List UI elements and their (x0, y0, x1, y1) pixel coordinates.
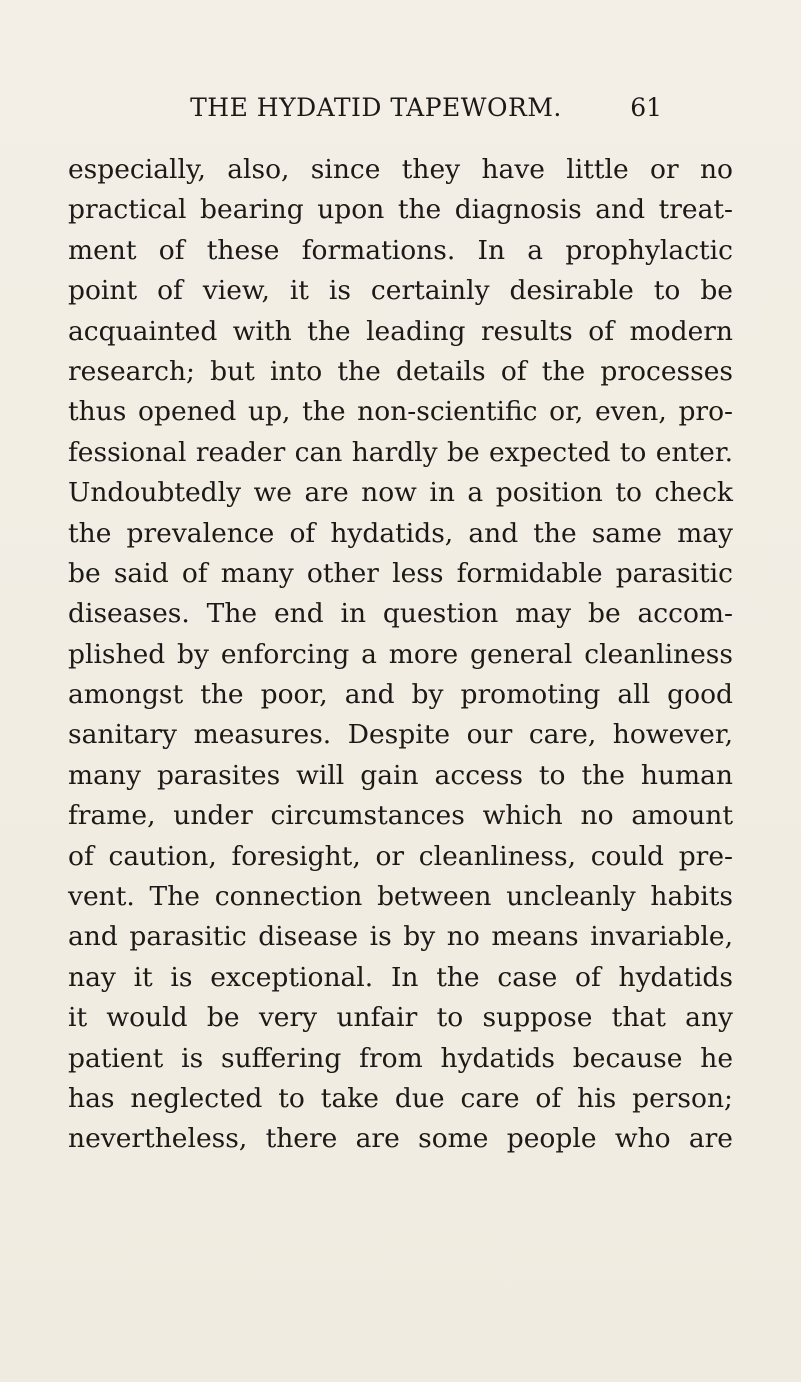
text-line: thus opened up, the non-scientific or, even, pro- (68, 396, 733, 428)
running-head (0, 88, 801, 128)
text-line: amongst the poor, and by promoting all good (68, 679, 733, 711)
text-line: frame, under circumstances which no amount (68, 800, 733, 832)
text-line: be said of many other less formidable parasitic (68, 557, 733, 589)
running-head-title: THE HYDATID TAPEWORM. (190, 93, 562, 122)
text-line: sanitary measures. Despite our care, however, (68, 719, 733, 751)
text-line: diseases. The end in question may be accom- (68, 598, 733, 630)
text-line: acquainted with the leading results of modern (68, 315, 733, 347)
text-line: of caution, foresight, or cleanliness, could pre- (68, 840, 733, 872)
page-number: 61 (630, 93, 662, 122)
text-line: plished by enforcing a more general cleanliness (68, 638, 733, 670)
text-line: the prevalence of hydatids, and the same may (68, 517, 733, 549)
text-line: ment of these formations. In a prophylactic (68, 234, 733, 266)
text-line: many parasites will gain access to the human (68, 759, 733, 791)
text-line: vent. The connection between uncleanly habits (68, 881, 733, 913)
text-line: especially, also, since they have little or no (68, 154, 733, 185)
text-line: it would be very unfair to suppose that any (68, 1002, 733, 1034)
text-line: has neglected to take due care of his person; (68, 1082, 733, 1114)
text-line: practical bearing upon the diagnosis and treat- (68, 194, 733, 226)
body-text (68, 150, 733, 1160)
text-line: nevertheless, there are some people who are (68, 1123, 733, 1155)
text-line: patient is suffering from hydatids because he (68, 1042, 733, 1074)
text-line: point of view, it is certainly desirable to be (68, 275, 733, 307)
text-line: research; but into the details of the processes (68, 355, 733, 387)
text-line: and parasitic disease is by no means invariable, (68, 921, 733, 953)
text-line: fessional reader can hardly be expected to enter. (68, 436, 733, 468)
text-line: nay it is exceptional. In the case of hydatids (68, 961, 733, 993)
text-line: Undoubtedly we are now in a position to check (68, 477, 733, 509)
